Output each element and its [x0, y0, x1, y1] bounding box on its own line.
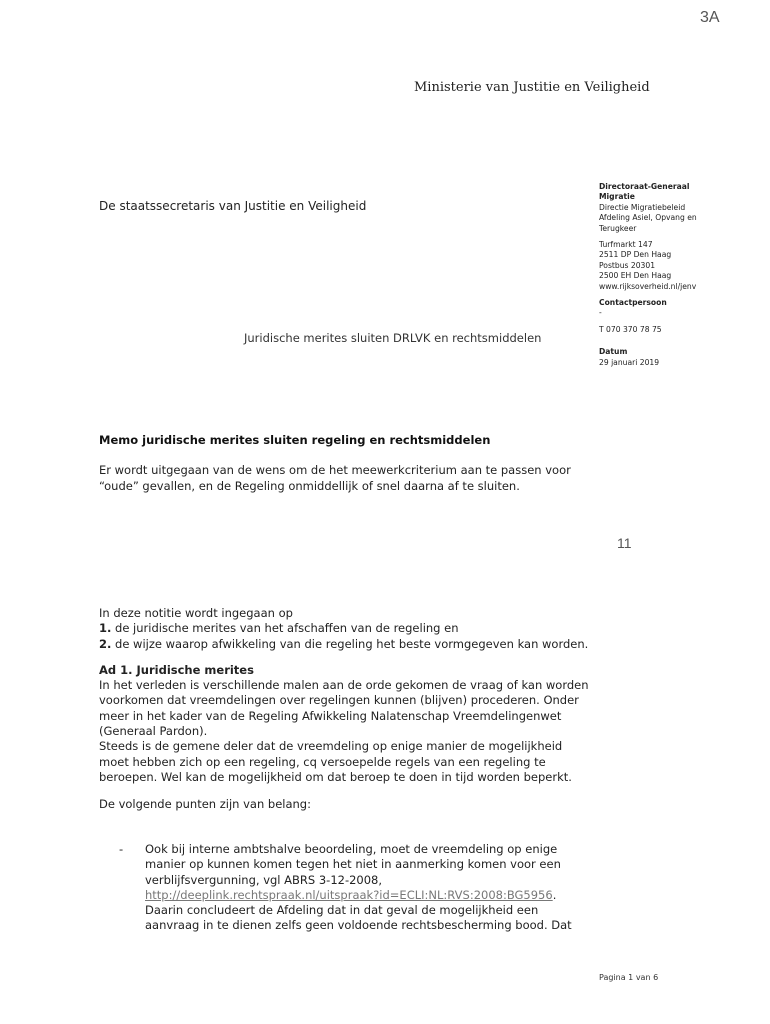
subject-line: Juridische merites sluiten DRLVK en rechtsmiddelen — [244, 331, 542, 345]
contact-value: - — [599, 308, 602, 318]
bullet-text — [145, 842, 593, 934]
bullet-dash: - — [119, 842, 124, 856]
contact-label: Contactpersoon — [599, 298, 667, 308]
page-footer: Pagina 1 van 6 — [599, 973, 659, 982]
division-line: Afdeling Asiel, Opvang en — [599, 213, 697, 223]
dept-line: Directoraat-Generaal — [599, 182, 690, 191]
sender-line: De staatssecretaris van Justitie en Veiligheid — [99, 199, 367, 213]
intro-paragraph: Er wordt uitgegaan van de wens om de het meewerkcriterium aan te passen voor “oude” gevallen, en de Regeling onmiddellijk of snel daarna af te sluiten. — [99, 463, 571, 493]
paragraph: Steeds is de gemene deler dat de vreemdeling op enige manier de mogelijkheid moet hebben zich op een regeling, cq versoepelde regels van een regeling te beroepen. Wel kan de mogelijkheid om dat beroep te doen in tijd worden beperkt. — [99, 739, 572, 784]
notitie-intro: In deze notitie wordt ingegaan op — [99, 606, 293, 620]
page-mark: 11 — [617, 535, 632, 551]
page-stamp-number: 3A — [700, 9, 720, 26]
item-text: de wijze waarop afwikkeling van die regeling het beste vormgegeven kan worden. — [111, 636, 589, 651]
ministry-name: Ministerie van Justitie en Veiligheid — [414, 80, 650, 95]
bullet-text-end: . Daarin concludeert de Afdeling dat in dat geval de mogelijkheid een aanvraag in te dienen zelfs geen voldoende rechtsbescherming bood. Dat — [145, 887, 572, 933]
phone-number: T 070 370 78 75 — [599, 324, 662, 334]
website-link[interactable]: www.rijksoverheid.nl/jenv — [599, 281, 697, 291]
paragraph: In het verleden is verschillende malen aan de orde gekomen de vraag of kan worden voorkomen dat vreemdelingen over regelingen kunnen (blijven) procederen. Onder meer in het kader van de Regeling Afwikkeling Nalatenschap Vreemdelingenwet (Generaal Pardon). — [99, 678, 589, 739]
ecli-link[interactable]: http://deeplink.rechtspraak.nl/uitspraak?id=ECLI:NL:RVS:2008:BG5956 — [145, 887, 553, 902]
division-line: Directie Migratiebeleid — [599, 202, 686, 212]
list-item — [99, 621, 589, 636]
item-number: 2. — [99, 636, 112, 651]
address-line: Turfmarkt 147 — [599, 240, 653, 250]
memo-body — [99, 606, 589, 813]
bullet-text-start: Ook bij interne ambtshalve beoordeling, moet de vreemdeling op enige manier op kunnen komen tegen het niet in aanmerking komen voor een verblijfsvergunning, vgl ABRS 3-12-2008, — [145, 842, 561, 887]
points-intro: De volgende punten zijn van belang: — [99, 797, 311, 812]
item-text: de juridische merites van het afschaffen van de regeling en — [111, 621, 459, 636]
letterhead-sidebar — [599, 182, 764, 368]
date-label: Datum — [599, 347, 628, 357]
address-line: Postbus 20301 — [599, 260, 656, 270]
section-heading: Ad 1. Juridische merites — [99, 662, 254, 677]
address-line: 2511 DP Den Haag — [599, 250, 672, 260]
address-line: 2500 EH Den Haag — [599, 271, 672, 281]
item-number: 1. — [99, 621, 112, 636]
date-value: 29 januari 2019 — [599, 357, 660, 367]
memo-title: Memo juridische merites sluiten regeling en rechtsmiddelen — [99, 433, 491, 447]
list-item — [99, 637, 589, 652]
division-line: Terugkeer — [599, 223, 637, 233]
dept-line: Migratie — [599, 192, 635, 202]
